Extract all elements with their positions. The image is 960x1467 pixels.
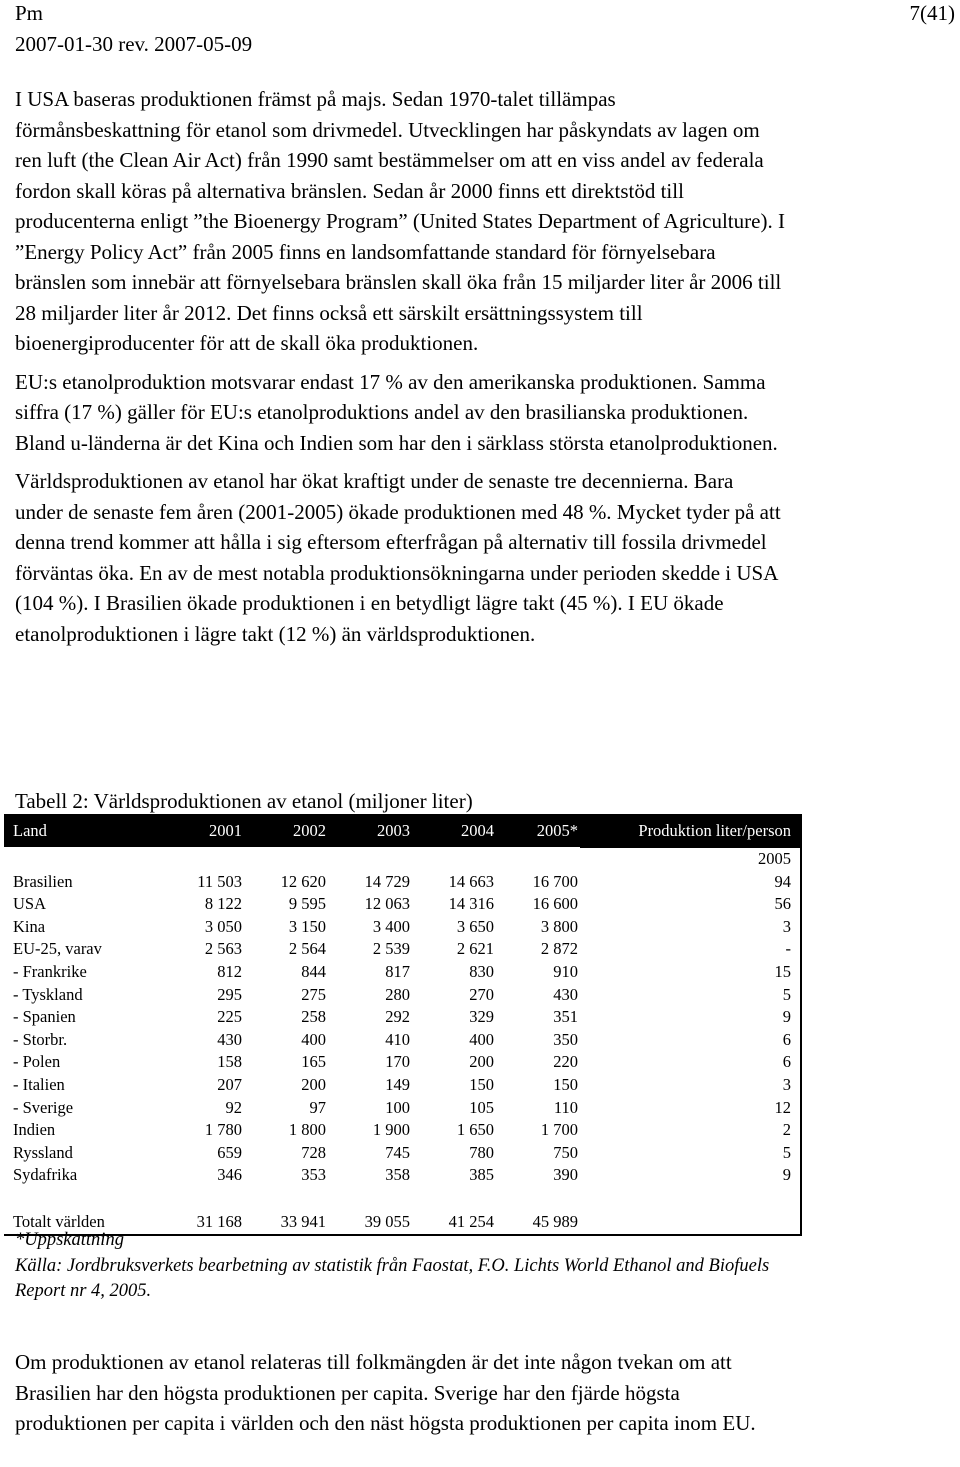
- value-cell: 220: [553, 1052, 578, 1072]
- value-cell: 158: [217, 1052, 242, 1072]
- value-cell: 358: [385, 1165, 410, 1185]
- country-cell: USA: [13, 894, 47, 914]
- paragraph-eu: EU:s etanolproduktion motsvarar endast 17 % av den amerikanska produktionen. Samma siffra (17 %) gäller för EU:s etanolproduktions andel av den brasilianska produktionen. Bland u-länderna är det Kina och Indien som har den i särklass största etanolproduktionen.: [15, 369, 778, 455]
- header-cell: 2005*: [494, 814, 580, 847]
- header-cell: Produktion liter/person: [580, 814, 801, 847]
- table-row: [4, 1074, 801, 1097]
- table-row: [4, 938, 801, 961]
- paragraph-usa: I USA baseras produktionen främst på majs. Sedan 1970-talet tillämpas förmånsbeskattning för etanol som drivmedel. Utvecklingen har påskyndats av lagen om ren luft (the Clean Air Act) från 1990 samt bestämmelser om att en viss andel av federala fordon skall köras på alternativa bränslen. Sedan år 2000 finns ett direktstöd till producenterna enligt ”the Bioenergy Program” (United States Department of Agriculture). I ”Energy Policy Act” från 2005 finns en landsomfattande standard för förnyelsebara bränslen som innebär att förnyelsebara bränslen skall öka från 15 miljarder liter år 2006 till 28 miljarder liter år 2012. Det finns också ett särskilt ersättningssystem till bioenergiproducenter för att de skall öka produktionen.: [15, 87, 785, 355]
- country-cell: Brasilien: [13, 871, 73, 891]
- value-cell: 12 063: [364, 894, 410, 914]
- value-cell: 16 600: [532, 894, 578, 914]
- paragraph-world: Världsproduktionen av etanol har ökat kraftigt under de senaste tre decennierna. Bara under de senaste fem åren (2001-2005) ökade produktionen med 48 %. Mycket tyder på att denna trend kommer att hålla i sig eftersom efterfrågan på alternativ till fossila drivmedel förväntas öka. En av de mest notabla produktionsökningarna under perioden skedde i USA (104 %). I Brasilien ökade produktionen i en betydligt lägre takt (45 %). I EU ökade etanolproduktionen i lägre takt (12 %) än världsproduktionen.: [15, 469, 781, 646]
- value-cell: 2 539: [372, 939, 410, 959]
- value-cell: 2 872: [540, 939, 578, 959]
- value-cell: 351: [553, 1007, 578, 1027]
- value-cell: 2 621: [456, 939, 494, 959]
- table-row: [4, 1051, 801, 1074]
- table-row: [4, 893, 801, 916]
- header-cell: 2001: [158, 814, 242, 847]
- value-cell: 5: [782, 984, 791, 1004]
- estimate-note: *Uppskattning: [15, 1230, 124, 1250]
- value-cell: 149: [385, 1074, 410, 1094]
- table-caption: Tabell 2: Världsproduktionen av etanol (miljoner liter): [15, 789, 473, 813]
- value-cell: 14 316: [448, 894, 494, 914]
- value-cell: 8 122: [204, 894, 242, 914]
- value-cell: 812: [217, 961, 242, 981]
- value-cell: 3 650: [456, 916, 494, 936]
- country-cell: - Frankrike: [13, 961, 87, 981]
- doc-date: 2007-01-30 rev. 2007-05-09: [15, 32, 253, 56]
- table-row: [4, 1097, 801, 1120]
- paragraph-per-capita: Om produktionen av etanol relateras till folkmängden är det inte någon tvekan om att Brasilien har den högsta produktionen per capita. Sverige har den fjärde högsta produktionen per capita i världen och den näst högsta produktionen per capita inom EU.: [15, 1350, 756, 1435]
- country-cell: - Polen: [13, 1052, 61, 1072]
- value-cell: 258: [301, 1007, 326, 1027]
- value-cell: 16 700: [532, 871, 578, 891]
- value-cell: 410: [385, 1029, 410, 1049]
- doc-type: Pm: [15, 1, 44, 25]
- value-cell: 94: [774, 871, 791, 891]
- header-cell: Land: [4, 814, 158, 847]
- value-cell: 728: [301, 1142, 326, 1162]
- value-cell: 3: [782, 1074, 791, 1094]
- value-cell: 200: [469, 1052, 494, 1072]
- value-cell: 400: [301, 1029, 326, 1049]
- value-cell: 6: [782, 1052, 791, 1072]
- table-row: [4, 916, 801, 939]
- country-cell: Kina: [13, 916, 46, 936]
- value-cell: 15: [774, 961, 791, 981]
- table-row: [4, 961, 801, 984]
- value-cell: 2 563: [204, 939, 242, 959]
- value-cell: 45 989: [532, 1211, 578, 1231]
- table-row: [4, 984, 801, 1007]
- value-cell: 170: [385, 1052, 410, 1072]
- value-cell: 31 168: [196, 1211, 242, 1231]
- value-cell: 3 050: [204, 916, 242, 936]
- value-cell: 165: [301, 1052, 326, 1072]
- country-cell: - Sverige: [13, 1097, 74, 1117]
- value-cell: 350: [553, 1029, 578, 1049]
- value-cell: 3 400: [372, 916, 410, 936]
- table-header-row: [4, 814, 801, 847]
- value-cell: 150: [553, 1074, 578, 1094]
- value-cell: 1 780: [204, 1120, 242, 1140]
- table-row: [4, 1119, 801, 1142]
- country-cell: Ryssland: [13, 1142, 73, 1162]
- value-cell: 659: [217, 1142, 242, 1162]
- value-cell: 750: [553, 1142, 578, 1162]
- table-row: [4, 871, 801, 894]
- value-cell: 1 800: [288, 1120, 326, 1140]
- country-cell: - Tyskland: [13, 984, 83, 1004]
- value-cell: 56: [774, 894, 791, 914]
- table-subheader-row: [4, 847, 801, 871]
- value-cell: 275: [301, 984, 326, 1004]
- value-cell: 3 800: [540, 916, 578, 936]
- value-cell: 110: [553, 1097, 578, 1117]
- table-row: [4, 1164, 801, 1187]
- value-cell: 292: [385, 1007, 410, 1027]
- value-cell: 92: [225, 1097, 242, 1117]
- value-cell: 2: [782, 1120, 791, 1140]
- value-cell: 14 729: [364, 871, 410, 891]
- table-row: [4, 1006, 801, 1029]
- table-row: [4, 1142, 801, 1165]
- value-cell: 225: [217, 1007, 242, 1027]
- value-cell: 2 564: [288, 939, 326, 959]
- table-spacer-row: [4, 1187, 801, 1211]
- value-cell: 3: [782, 916, 791, 936]
- header-cell: 2003: [326, 814, 410, 847]
- value-cell: 1 900: [372, 1120, 410, 1140]
- value-cell: 12: [774, 1097, 791, 1117]
- country-cell: Totalt världen: [13, 1211, 105, 1231]
- country-cell: Sydafrika: [13, 1165, 78, 1185]
- value-cell: 390: [553, 1165, 578, 1185]
- value-cell: 14 663: [448, 871, 494, 891]
- value-cell: 844: [301, 961, 326, 981]
- country-cell: - Italien: [13, 1074, 65, 1094]
- value-cell: 745: [385, 1142, 410, 1162]
- source-note: Källa: Jordbruksverkets bearbetning av statistik från Faostat, F.O. Lichts World Ethanol and Biofuels Report nr 4, 2005.: [15, 1255, 770, 1301]
- value-cell: 910: [553, 961, 578, 981]
- value-cell: 280: [385, 984, 410, 1004]
- country-cell: - Storbr.: [13, 1029, 68, 1049]
- country-cell: Indien: [13, 1120, 56, 1140]
- value-cell: 200: [301, 1074, 326, 1094]
- country-cell: - Spanien: [13, 1007, 76, 1027]
- value-cell: 97: [309, 1097, 326, 1117]
- value-cell: 385: [469, 1165, 494, 1185]
- country-cell: EU-25, varav: [13, 939, 102, 959]
- ethanol-production-table: [4, 814, 802, 1236]
- value-cell: 12 620: [280, 871, 326, 891]
- header-cell: 2004: [410, 814, 494, 847]
- closing-text: [15, 1347, 795, 1439]
- subheader-year: 2005: [580, 847, 801, 871]
- value-cell: 295: [217, 984, 242, 1004]
- value-cell: 3 150: [288, 916, 326, 936]
- value-cell: 6: [782, 1029, 791, 1049]
- value-cell: 1 650: [456, 1120, 494, 1140]
- value-cell: 430: [553, 984, 578, 1004]
- value-cell: 9: [782, 1007, 791, 1027]
- value-cell: 346: [217, 1165, 242, 1185]
- value-cell: 9 595: [288, 894, 326, 914]
- value-cell: 830: [469, 961, 494, 981]
- value-cell: 1 700: [540, 1120, 578, 1140]
- body-text: [15, 84, 785, 657]
- table-body: [4, 847, 801, 1235]
- value-cell: 33 941: [280, 1211, 326, 1231]
- value-cell: 817: [385, 961, 410, 981]
- value-cell: 39 055: [364, 1211, 410, 1231]
- table-notes: [15, 1228, 795, 1305]
- value-cell: 11 503: [197, 871, 242, 891]
- value-cell: 5: [782, 1142, 791, 1162]
- value-cell: 329: [469, 1007, 494, 1027]
- value-cell: 430: [217, 1029, 242, 1049]
- value-cell: 780: [469, 1142, 494, 1162]
- table-row: [4, 1029, 801, 1052]
- value-cell: -: [785, 939, 791, 959]
- value-cell: 105: [469, 1097, 494, 1117]
- value-cell: 353: [301, 1165, 326, 1185]
- header-cell: 2002: [242, 814, 326, 847]
- value-cell: 100: [385, 1097, 410, 1117]
- value-cell: 400: [469, 1029, 494, 1049]
- value-cell: 41 254: [448, 1211, 494, 1231]
- page-header-left: [15, 0, 252, 60]
- value-cell: 150: [469, 1074, 494, 1094]
- value-cell: 270: [469, 984, 494, 1004]
- value-cell: 207: [217, 1074, 242, 1094]
- value-cell: 9: [782, 1165, 791, 1185]
- page-number: 7(41): [909, 1, 955, 25]
